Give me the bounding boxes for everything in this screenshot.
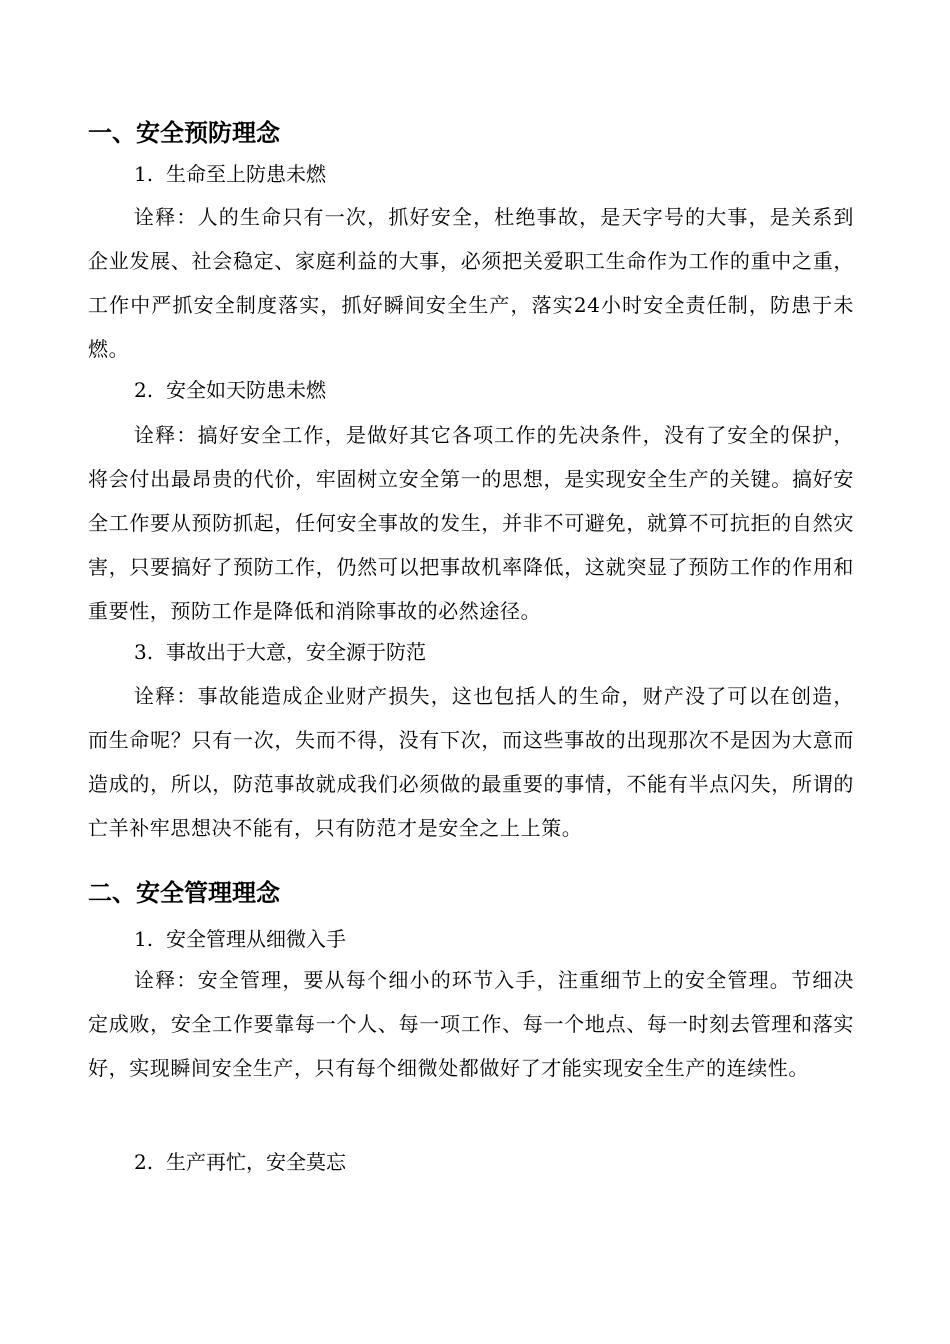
item-number: 2.: [134, 378, 154, 402]
item-label: 生产再忙，安全莫忘: [166, 1150, 346, 1174]
item-label: 生命至上防患未燃: [166, 162, 326, 186]
section-title-1: 一、安全预防理念: [88, 119, 280, 147]
item-number: 1.: [134, 162, 154, 186]
item-label: 安全管理从细微入手: [166, 927, 346, 951]
paragraph-2-1: 诠释：安全管理，要从每个细小的环节入手，注重细节上的安全管理。节细决定成败，安全工作要靠每一个人、每一项工作、每一个地点、每一时刻去管理和落实好，实现瞬间安全生产，只有每个细微处都做好了才能实现安全生产的连续性。: [88, 968, 854, 1080]
item-number: 1.: [134, 927, 154, 951]
item-number: 3.: [134, 640, 154, 664]
item-label: 安全如天防患未燃: [166, 378, 326, 402]
item-number: 2.: [134, 1150, 154, 1174]
item-heading-2-1: [134, 925, 346, 953]
item-heading-1-2: [134, 376, 326, 404]
paragraph-1-1: 诠释：人的生命只有一次，抓好安全，杜绝事故，是天字号的大事，是关系到企业发展、社会稳定、家庭利益的大事，必须把关爱职工生命作为工作的重中之重，工作中严抓安全制度落实，抓好瞬间安全生产，落实24小时安全责任制，防患于未燃。: [88, 205, 854, 361]
item-heading-2-2: [134, 1148, 346, 1176]
item-heading-1-1: [134, 160, 326, 188]
paragraph-1-2: 诠释：搞好安全工作，是做好其它各项工作的先决条件，没有了安全的保护，将会付出最昂贵的代价，牢固树立安全第一的思想，是实现安全生产的关键。搞好安全工作要从预防抓起，任何安全事故的发生，并非不可避免，就算不可抗拒的自然灾害，只要搞好了预防工作，仍然可以把事故机率降低，这就突显了预防工作的作用和重要性，预防工作是降低和消除事故的必然途径。: [88, 423, 854, 623]
section-title-2: 二、安全管理理念: [88, 879, 280, 907]
item-label: 事故出于大意，安全源于防范: [166, 640, 426, 664]
item-heading-1-3: [134, 638, 426, 666]
paragraph-1-3: 诠释：事故能造成企业财产损失，这也包括人的生命，财产没了可以在创造，而生命呢？只有一次，失而不得，没有下次，而这些事故的出现那次不是因为大意而造成的，所以，防范事故就成我们必须做的最重要的事情，不能有半点闪失，所谓的亡羊补牢思想决不能有，只有防范才是安全之上上策。: [88, 684, 854, 840]
